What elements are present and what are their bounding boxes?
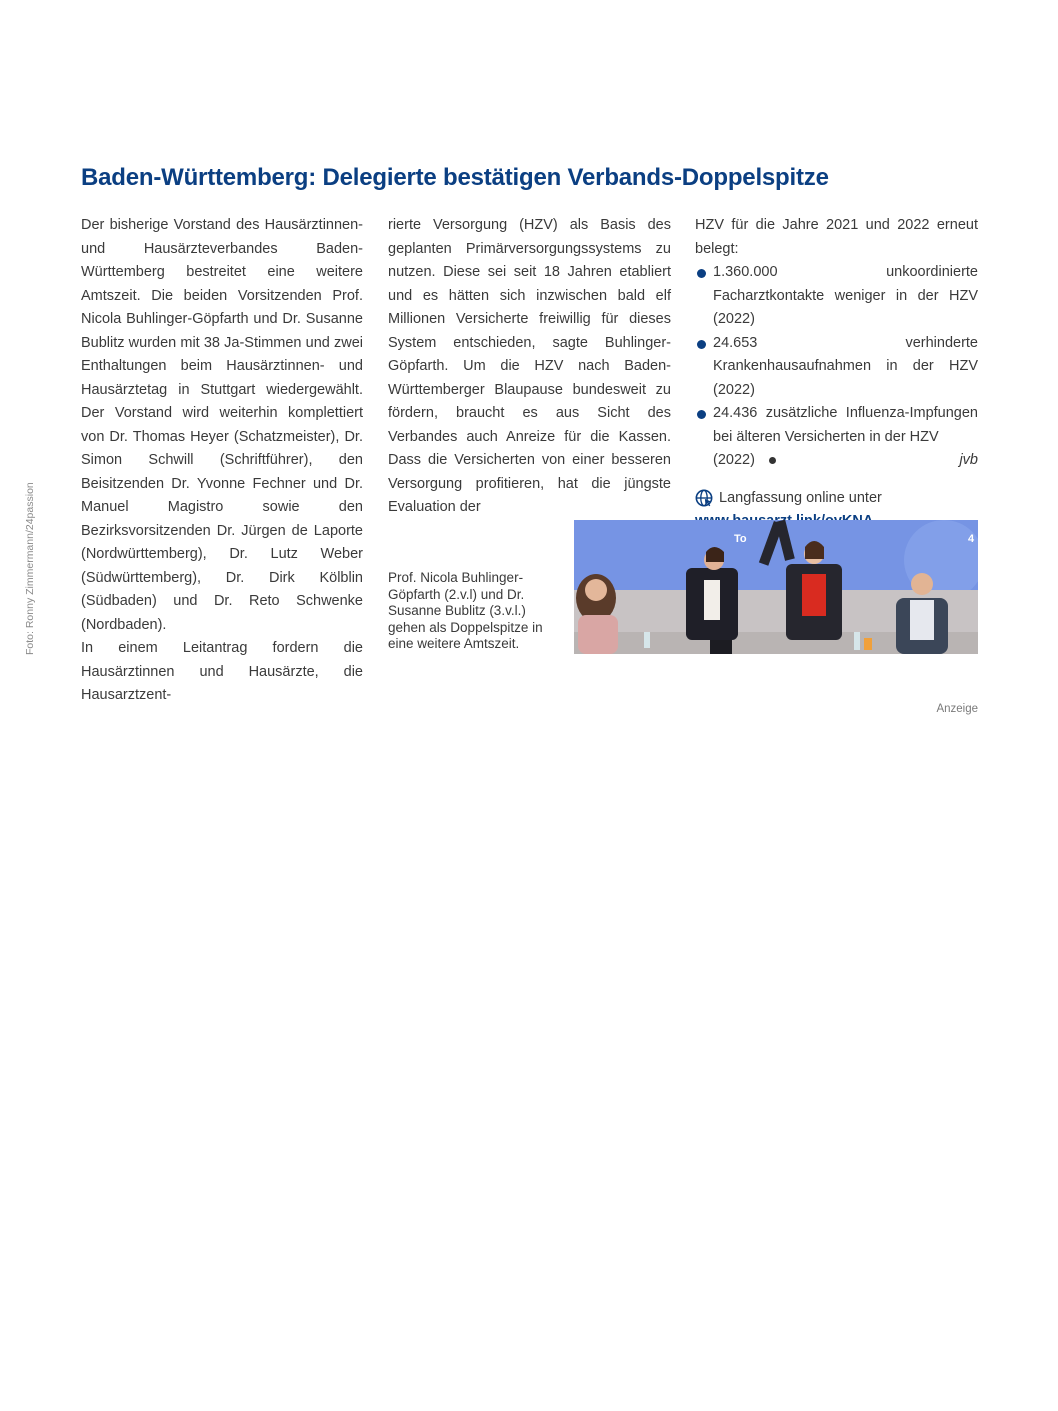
svg-text:To: To [734,533,747,545]
stats-year: (2022) [713,452,755,468]
event-photo [574,520,978,654]
stats-list [695,261,978,473]
paragraph: In einem Leitantrag fordern die Hausärztinnen und Hausärzte, die Hausarztzent- [81,640,363,703]
end-mark-icon [769,457,776,464]
bullet-dot-icon [697,410,706,419]
article-column-2 [388,214,671,520]
globe-link-icon [695,489,713,507]
paragraph: Der bisherige Vorstand des Hausärztinnen- und Hausärzteverbandes Baden-Württemberg bestreitet eine weitere Amtszeit. Die beiden Vorsitzenden Prof. Nicola Buhlinger-Göpfarth und Dr. Susanne Bublitz wurden mit 38 Ja-Stimmen und zwei Enthaltungen beim Hausärztinnen- und Hausärztetag in Stuttgart wiedergewählt. Der Vorstand wird weiterhin komplettiert von Dr. Thomas Heyer (Schatzmeister), Dr. Simon Schwill (Schriftführer), den Beisitzenden Dr. Yvonne Fechner und Dr. Manuel Magistro sowie den Bezirksvorsitzenden Dr. Jürgen de Laporte (Nordwürttemberg), Dr. Lutz Weber (Südwürttemberg), Dr. Dirk Kölblin (Südbaden) und Dr. Reto Schwenke (Nordbaden). [81,217,363,633]
article-end-row [713,449,978,473]
bullet-dot-icon [697,340,706,349]
ad-label: Anzeige [936,703,978,715]
stats-intro: HZV für die Jahre 2021 und 2022 erneut belegt: [695,217,978,257]
article-headline: Baden-Württemberg: Delegierte bestätigen Verbands-Doppelspitze [81,164,829,191]
article-column-1 [81,214,363,708]
bullet-dot-icon [697,269,706,278]
list-item: 24.653 verhinderte Krankenhausaufnahmen in der HZV (2022) [695,332,978,403]
list-item: 24.436 zusätzliche Influenza-Impfungen bei älteren Versicherten in der HZV (2022) jvb [695,402,978,473]
photo-illustration [574,520,978,654]
paragraph: rierte Versorgung (HZV) als Basis des geplanten Primärversorgungssystems zu nutzen. Diese sei seit 18 Jahren etabliert und es hätten sich inzwischen bald elf Millionen Versicherte freiwillig für dieses System entschieden, sagte Buhlinger-Göpfarth. Um die HZV nach Baden-Württemberger Blaupause bundesweit zu fördern, braucht es aus Sicht des Verbandes auch Anreize für die Kassen. Dass die Versicherten von einer besseren Versorgung profitieren, hat die jüngste Evaluation der [388,217,671,515]
author-initials: jvb [959,452,978,468]
photo-caption: Prof. Nicola Buhlinger-Göpfarth (2.v.l) und Dr. Susanne Bublitz (3.v.l.) gehen als Doppelspitze in eine weitere Amtszeit. [388,570,543,651]
photo-credit: Foto: Ronny Zimmermann/24passion [24,482,36,655]
list-item: 1.360.000 unkoordinierte Facharztkontakte weniger in der HZV (2022) [695,261,978,332]
svg-text:4: 4 [968,533,975,545]
link-label: Langfassung online unter [719,489,882,506]
article-column-3 [695,214,978,534]
